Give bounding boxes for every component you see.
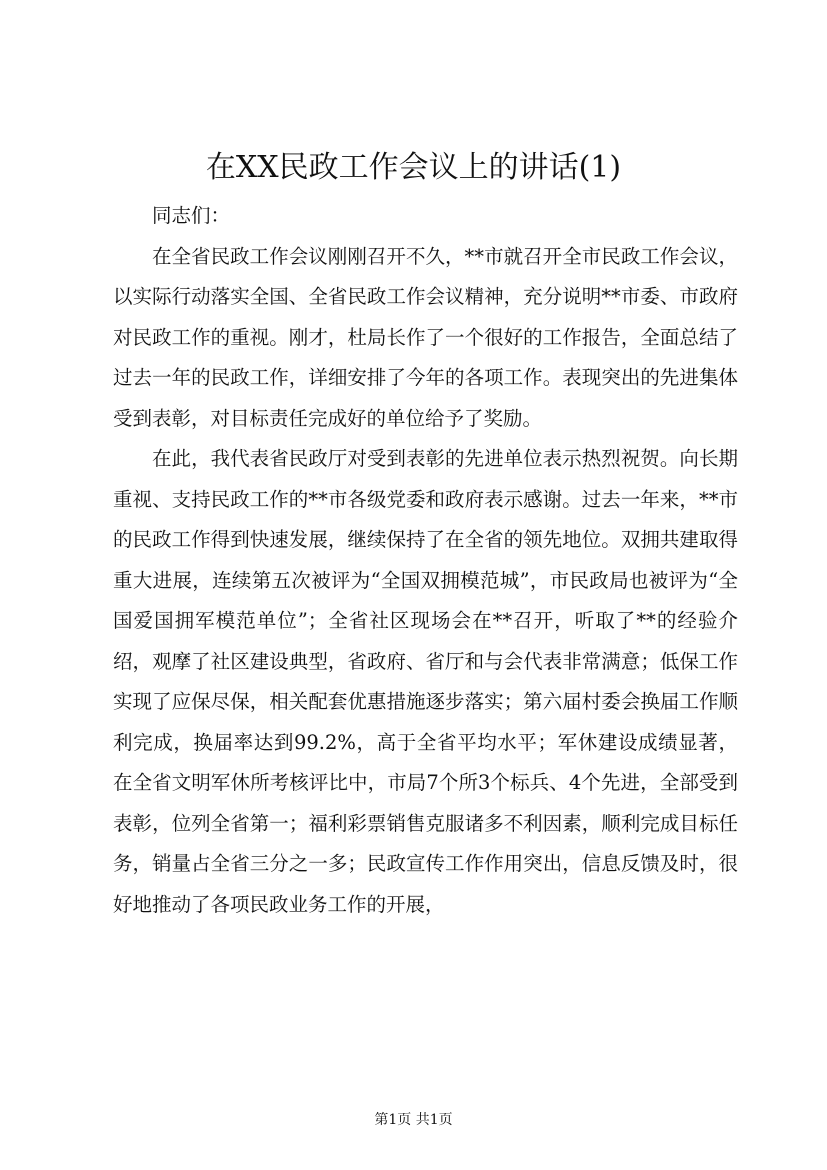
paragraph-2: 在此，我代表省民政厅对受到表彰的先进单位表示热烈祝贺。向长期重视、支持民政工作的**市各级党委和政府表示感谢。过去一年来，**市的民政工作得到快速发展，继续保持了在全省的领先地位。双拥共建取得重大进展，连续第五次被评为“全国双拥模范城”，市民政局也被评为“全国爱国拥军模范单位”；全省社区现场会在**召开，听取了**的经验介绍，观摩了社区建设典型，省政府、省厅和与会代表非常满意；低保工作实现了应保尽保，相关配套优惠措施逐步落实；第六届村委会换届工作顺利完成，换届率达到99.2%，高于全省平均水平；军休建设成绩显著，在全省文明军休所考核评比中，市局7个所3个标兵、4个先进，全部受到表彰，位列全省第一；福利彩票销售克服诸多不利因素，顺利完成目标任务，销量占全省三分之一多；民政宣传工作作用突出，信息反馈及时，很好地推动了各项民政业务工作的开展， — [113, 447, 738, 916]
salutation: 同志们： — [152, 204, 231, 227]
page-footer: 第1页 共1页 — [374, 1112, 453, 1128]
paragraph-1: 在全省民政工作会议刚刚召开不久，**市就召开全市民政工作会议，以实际行动落实全国、全省民政工作会议精神，充分说明**市委、市政府对民政工作的重视。刚才，杜局长作了一个很好的工作报告，全面总结了过去一年的民政工作，详细安排了今年的各项工作。表现突出的先进集体受到表彰，对目标责任完成好的单位给予了奖励。 — [113, 244, 738, 430]
document-title: 在XX民政工作会议上的讲话(1) — [205, 150, 622, 185]
document-body — [113, 196, 738, 925]
